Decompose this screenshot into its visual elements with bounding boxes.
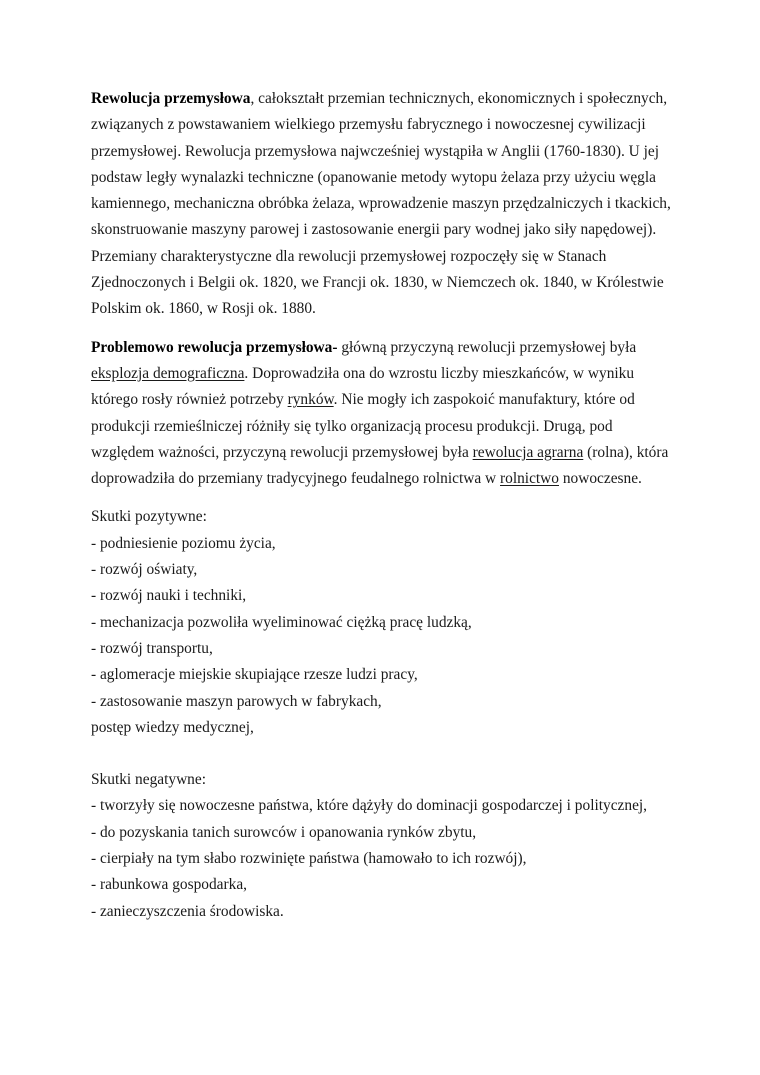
problem-text-1: główną przyczyną rewolucji przemysłowej była <box>337 338 637 356</box>
blank-line <box>91 741 671 767</box>
list-item: - aglomeracje miejskie skupiające rzesze ludzi pracy, <box>91 666 418 684</box>
intro-text: , całokształt przemian technicznych, ekonomicznych i społecznych, związanych z powstawaniem wielkiego przemysłu fabrycznego i nowoczesnej cywilizacji przemysłowej. Rewolucja przemysłowa najwcześniej wystąpiła w Anglii (1760-1830). U jej podstaw legły wynalazki techniczne (opanowanie metody wytopu żelaza przy użyciu węgla kamiennego, mechaniczna obróbka żelaza, wprowadzenie maszyn przędzalniczych i tkackich, skonstruowanie maszyny parowej i zastosowanie energii pary wodnej jako siły napędowej). Przemiany charakterystyczne dla rewolucji przemysłowej rozpoczęły się w Stanach Zjednoczonych i Belgii ok. 1820, we Francji ok. 1830, w Niemczech ok. 1840, w Królestwie Polskim ok. 1860, w Rosji ok. 1880. <box>91 90 671 318</box>
list-item: - tworzyły się nowoczesne państwa, które dążyły do dominacji gospodarczej i politycznej, <box>91 797 648 815</box>
list-item: - rozwój oświaty, <box>91 561 198 579</box>
list-item: - rozwój nauki i techniki, <box>91 587 247 605</box>
link-eksplozja-demograficzna[interactable]: eksplozja demograficzna <box>91 364 245 382</box>
list-item: - zastosowanie maszyn parowych w fabrykach, <box>91 692 382 710</box>
list-item: - podniesienie poziomu życia, <box>91 534 276 552</box>
problem-paragraph <box>91 335 671 493</box>
list-item: - do pozyskania tanich surowców i opanowania rynków zbytu, <box>91 823 477 841</box>
problem-text-5: nowoczesne. <box>559 470 642 488</box>
intro-paragraph <box>91 86 671 323</box>
list-item: - cierpiały na tym słabo rozwinięte państwa (hamowało to ich rozwój), <box>91 850 527 868</box>
negative-list <box>91 793 671 924</box>
link-rynkow[interactable]: rynków <box>287 391 334 409</box>
intro-term: Rewolucja przemysłowa <box>91 90 251 107</box>
document-page <box>91 86 671 925</box>
problem-text-4: (rolna), która doprowadziła do przemiany tradycyjnego feudalnego rolnictwa w <box>91 443 669 488</box>
problem-text-3: . Nie mogły ich zaspokoić manufaktury, które od produkcji rzemieślniczej różniły się tylko organizacją procesu produkcji. Drugą, pod względem ważności, przyczyną rewolucji przemysłowej była <box>91 391 635 461</box>
positive-list <box>91 531 671 741</box>
negative-heading: Skutki negatywne: <box>91 771 206 789</box>
positive-heading: Skutki pozytywne: <box>91 508 207 526</box>
link-rewolucja-agrarna[interactable]: rewolucja agrarna <box>472 443 584 461</box>
link-rolnictwo[interactable]: rolnictwo <box>500 470 559 488</box>
list-item: - rabunkowa gospodarka, <box>91 876 247 894</box>
list-item: postęp wiedzy medycznej, <box>91 718 254 736</box>
list-item: - mechanizacja pozwoliła wyeliminować ciężką pracę ludzką, <box>91 613 472 631</box>
list-item: - zanieczyszczenia środowiska. <box>91 902 284 920</box>
problem-text-2: . Doprowadziła ona do wzrostu liczby mieszkańców, w wyniku którego rosły również potrzeby <box>91 364 635 409</box>
list-item: - rozwój transportu, <box>91 639 213 657</box>
problem-term: Problemowo rewolucja przemysłowa- <box>91 338 338 356</box>
